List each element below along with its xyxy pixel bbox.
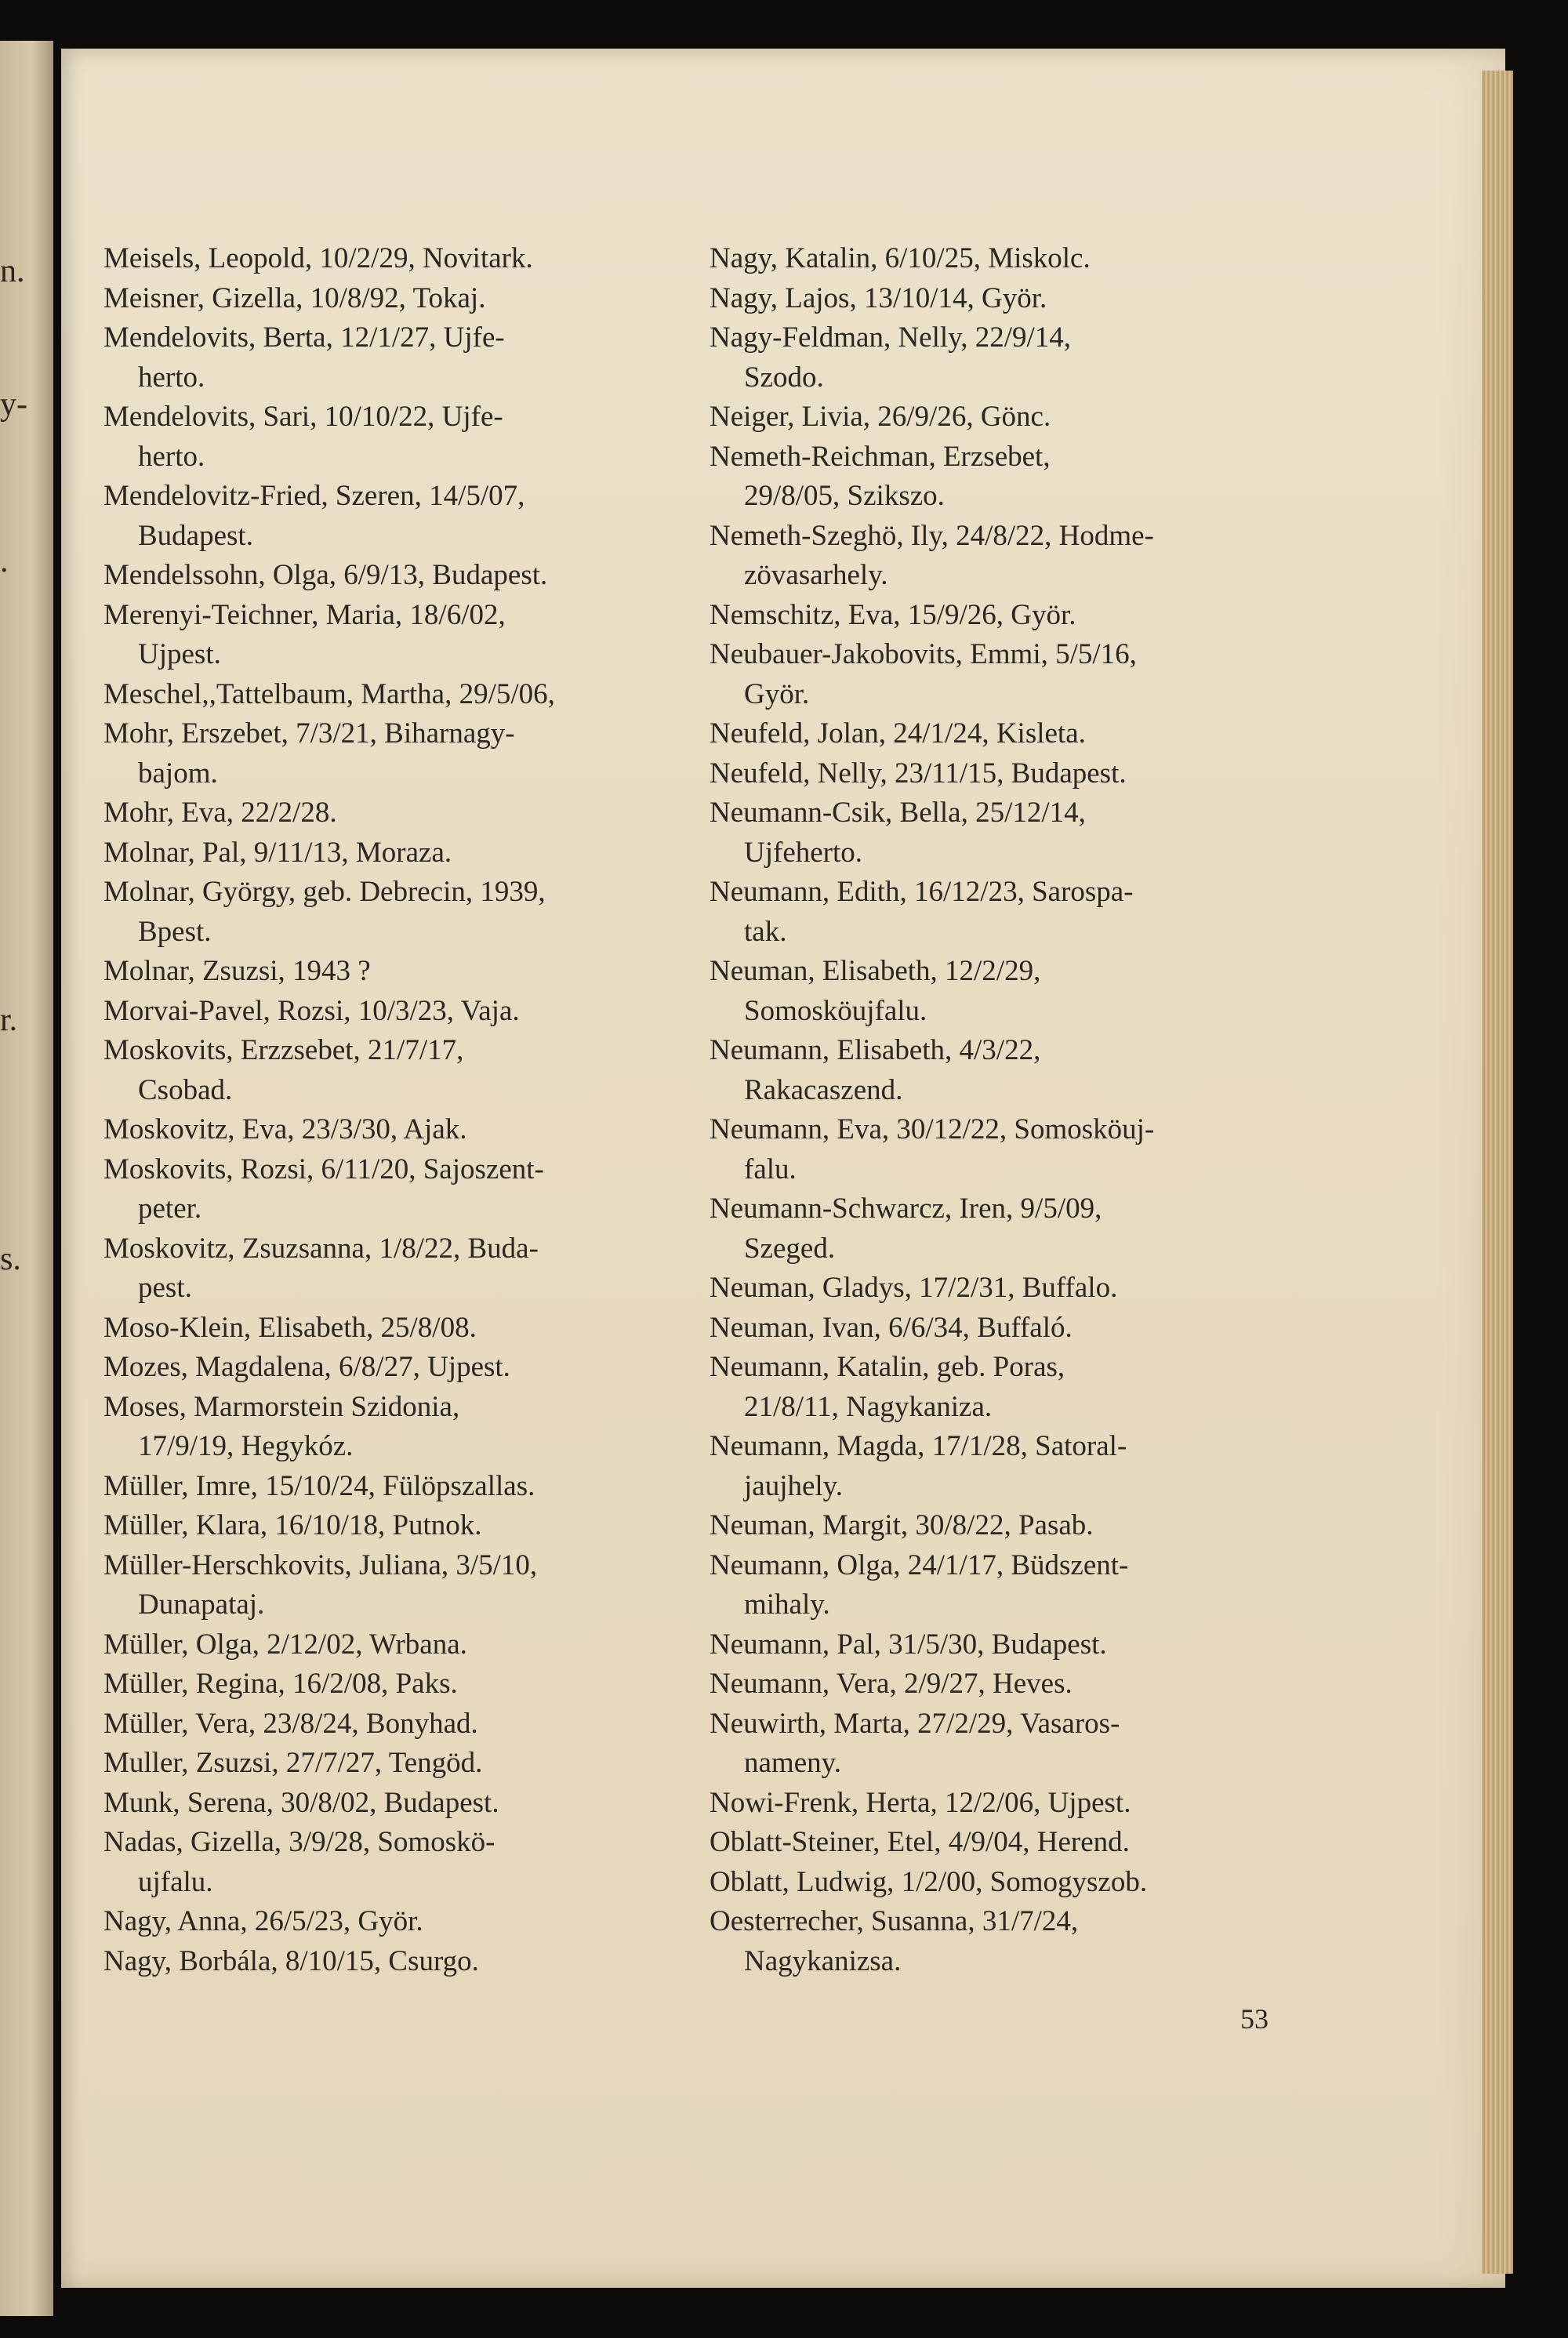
entry-line: Mendelssohn, Olga, 6/9/13, Budapest. xyxy=(103,559,548,591)
entry-line: Nemeth-Szeghö, Ily, 24/8/22, Hodme- xyxy=(710,519,1154,552)
entry-line: Mohr, Eva, 22/2/28. xyxy=(103,797,337,829)
entry-line: Moskovits, Erzzsebet, 21/7/17, xyxy=(103,1034,464,1066)
entry-continuation-line: Budapest. xyxy=(138,519,253,552)
entry-continuation-line: falu. xyxy=(744,1153,797,1185)
directory-entry xyxy=(710,1625,1305,1665)
directory-entry xyxy=(710,1189,1305,1269)
entry-line: Müller, Klara, 16/10/18, Putnok. xyxy=(103,1509,482,1541)
entry-line: Mozes, Magdalena, 6/8/27, Ujpest. xyxy=(103,1351,510,1383)
entry-continuation-line: Szeged. xyxy=(744,1232,836,1265)
directory-entry xyxy=(103,398,699,477)
entry-line: Neuwirth, Marta, 27/2/29, Vasaros- xyxy=(710,1707,1120,1740)
directory-entry xyxy=(710,279,1305,319)
entry-line: Molnar, Pal, 9/11/13, Moraza. xyxy=(103,836,452,869)
directory-entry xyxy=(103,1665,699,1704)
entry-line: Neuman, Gladys, 17/2/31, Buffalo. xyxy=(710,1272,1118,1304)
entry-continuation-line: Györ. xyxy=(744,677,810,710)
entry-continuation-line: nameny. xyxy=(744,1747,841,1779)
directory-entry xyxy=(103,833,699,873)
directory-entry xyxy=(103,1229,699,1309)
entry-line: Moso-Klein, Elisabeth, 25/8/08. xyxy=(103,1311,477,1344)
directory-entry xyxy=(710,1309,1305,1349)
entry-line: Molnar, György, geb. Debrecin, 1939, xyxy=(103,876,546,908)
entry-line: Mendelovits, Sari, 10/10/22, Ujfe- xyxy=(103,401,503,433)
directory-entry xyxy=(710,1902,1305,1981)
directory-entry xyxy=(710,1704,1305,1784)
directory-entry xyxy=(710,1823,1305,1863)
directory-entry xyxy=(103,1388,699,1467)
entry-continuation-line: ujfalu. xyxy=(138,1865,213,1898)
directory-entry xyxy=(103,556,699,596)
entry-continuation-line: Ujfeherto. xyxy=(744,836,863,869)
directory-entry xyxy=(103,1546,699,1625)
page-number: 53 xyxy=(1240,2003,1269,2035)
directory-entry xyxy=(710,1110,1305,1189)
entry-continuation-line: Ujpest. xyxy=(138,638,221,670)
entry-line: Müller-Herschkovits, Juliana, 3/5/10, xyxy=(103,1548,538,1581)
directory-entry xyxy=(710,952,1305,1031)
entry-continuation-line: mihaly. xyxy=(744,1588,830,1621)
entry-line: Nowi-Frenk, Herta, 12/2/06, Ujpest. xyxy=(710,1786,1131,1819)
entry-continuation-line: 21/8/11, Nagykaniza. xyxy=(744,1390,993,1423)
entry-continuation-line: Bpest. xyxy=(138,915,212,948)
entry-line: Molnar, Zsuzsi, 1943 ? xyxy=(103,955,371,987)
directory-entry xyxy=(103,873,699,952)
entry-line: Moses, Marmorstein Szidonia, xyxy=(103,1390,460,1423)
directory-entry xyxy=(710,596,1305,636)
entry-line: Nagy, Borbála, 8/10/15, Csurgo. xyxy=(103,1944,479,1977)
entry-line: Merenyi-Teichner, Maria, 18/6/02, xyxy=(103,598,506,631)
entry-continuation-line: Nagykanizsa. xyxy=(744,1944,902,1977)
left-column xyxy=(103,239,699,1981)
directory-entry xyxy=(103,675,699,715)
entry-line: Oesterrecher, Susanna, 31/7/24, xyxy=(710,1905,1079,1937)
entry-line: Nadas, Gizella, 3/9/28, Somoskö- xyxy=(103,1826,495,1858)
entry-line: Oblatt, Ludwig, 1/2/00, Somogyszob. xyxy=(710,1865,1148,1898)
previous-page-edge xyxy=(0,41,53,2316)
entry-line: Nagy, Katalin, 6/10/25, Miskolc. xyxy=(710,242,1091,274)
entry-continuation-line: peter. xyxy=(138,1193,202,1225)
entry-line: Mohr, Erszebet, 7/3/21, Biharnagy- xyxy=(103,717,515,750)
directory-entry xyxy=(710,517,1305,596)
directory-entry xyxy=(710,1784,1305,1824)
directory-entry xyxy=(103,596,699,675)
right-column xyxy=(710,239,1305,1981)
entry-continuation-line: pest. xyxy=(138,1272,192,1304)
entry-line: Muller, Zsuzsi, 27/7/27, Tengöd. xyxy=(103,1747,483,1779)
entry-continuation-line: Csobad. xyxy=(138,1073,233,1106)
entry-line: Neuman, Elisabeth, 12/2/29, xyxy=(710,955,1041,987)
entry-continuation-line: zövasarhely. xyxy=(744,559,888,591)
previous-page-fragment: r. xyxy=(0,1002,18,1038)
directory-entry xyxy=(103,1704,699,1744)
entry-line: Neuman, Ivan, 6/6/34, Buffaló. xyxy=(710,1311,1073,1344)
entry-continuation-line: Szodo. xyxy=(744,361,824,394)
directory-entry xyxy=(710,714,1305,754)
entry-continuation-line: tak. xyxy=(744,915,787,948)
entry-line: Moskovitz, Zsuzsanna, 1/8/22, Buda- xyxy=(103,1232,539,1265)
entry-line: Neuman, Margit, 30/8/22, Pasab. xyxy=(710,1509,1094,1541)
entry-line: Müller, Imre, 15/10/24, Fülöpszallas. xyxy=(103,1469,535,1502)
entry-line: Nagy-Feldman, Nelly, 22/9/14, xyxy=(710,321,1072,354)
entry-line: Moskovitz, Eva, 23/3/30, Ajak. xyxy=(103,1113,467,1145)
directory-entry xyxy=(710,318,1305,398)
directory-entry xyxy=(710,1863,1305,1903)
entry-continuation-line: Dunapataj. xyxy=(138,1588,265,1621)
directory-entry xyxy=(103,279,699,319)
entry-line: Neumann, Katalin, geb. Poras, xyxy=(710,1351,1065,1383)
entry-line: Nemschitz, Eva, 15/9/26, Györ. xyxy=(710,598,1076,631)
entry-line: Morvai-Pavel, Rozsi, 10/3/23, Vaja. xyxy=(103,994,520,1027)
directory-entry xyxy=(103,714,699,793)
entry-line: Neufeld, Jolan, 24/1/24, Kisleta. xyxy=(710,717,1086,750)
directory-entry xyxy=(710,437,1305,517)
directory-entry xyxy=(103,1784,699,1824)
directory-entry xyxy=(710,1348,1305,1427)
entry-line: Oblatt-Steiner, Etel, 4/9/04, Herend. xyxy=(710,1826,1130,1858)
directory-entry xyxy=(103,1625,699,1665)
directory-entry xyxy=(103,239,699,279)
directory-entry xyxy=(710,635,1305,714)
entry-line: Meisner, Gizella, 10/8/92, Tokaj. xyxy=(103,281,486,314)
entry-line: Neufeld, Nelly, 23/11/15, Budapest. xyxy=(710,757,1127,790)
directory-entry xyxy=(103,477,699,556)
entry-continuation-line: jaujhely. xyxy=(744,1469,844,1502)
entry-continuation-line: bajom. xyxy=(138,757,218,790)
previous-page-fragment: y- xyxy=(0,387,27,423)
directory-entry xyxy=(710,873,1305,952)
directory-entry xyxy=(710,239,1305,279)
directory-entry xyxy=(103,1744,699,1784)
directory-entry xyxy=(103,1467,699,1507)
directory-entry xyxy=(103,952,699,992)
previous-page-fragment: n. xyxy=(0,253,25,289)
entry-continuation-line: herto. xyxy=(138,361,205,394)
directory-entry xyxy=(710,754,1305,794)
directory-entry xyxy=(710,1031,1305,1110)
directory-entry xyxy=(103,1031,699,1110)
directory-entry xyxy=(710,793,1305,873)
entry-line: Meschel,,Tattelbaum, Martha, 29/5/06, xyxy=(103,677,555,710)
entry-continuation-line: 17/9/19, Hegykóz. xyxy=(138,1430,354,1462)
entry-line: Neiger, Livia, 26/9/26, Gönc. xyxy=(710,401,1051,433)
entry-line: Moskovits, Rozsi, 6/11/20, Sajoszent- xyxy=(103,1153,544,1185)
directory-entry xyxy=(710,1665,1305,1704)
entry-line: Nemeth-Reichman, Erzsebet, xyxy=(710,440,1051,473)
directory-entry xyxy=(710,398,1305,437)
entry-continuation-line: Somosköujfalu. xyxy=(744,994,927,1027)
entry-line: Neumann, Edith, 16/12/23, Sarospa- xyxy=(710,876,1134,908)
directory-entry xyxy=(710,1506,1305,1546)
entry-line: Neumann, Magda, 17/1/28, Satoral- xyxy=(710,1430,1127,1462)
directory-entry xyxy=(710,1546,1305,1625)
entry-line: Neumann, Eva, 30/12/22, Somosköuj- xyxy=(710,1113,1155,1145)
entry-line: Neumann, Vera, 2/9/27, Heves. xyxy=(710,1668,1073,1700)
previous-page-fragment: s. xyxy=(0,1241,21,1277)
page-stack-edge xyxy=(1482,71,1513,2274)
entry-line: Mendelovits, Berta, 12/1/27, Ujfe- xyxy=(103,321,505,354)
entry-line: Müller, Regina, 16/2/08, Paks. xyxy=(103,1668,458,1700)
entry-line: Neumann-Schwarcz, Iren, 9/5/09, xyxy=(710,1193,1102,1225)
directory-entry xyxy=(710,1427,1305,1506)
directory-entry xyxy=(103,793,699,833)
entry-continuation-line: Rakacaszend. xyxy=(744,1073,903,1106)
directory-entry xyxy=(103,1348,699,1388)
previous-page-fragment: . xyxy=(0,543,9,579)
entry-continuation-line: herto. xyxy=(138,440,205,473)
entry-line: Nagy, Lajos, 13/10/14, Györ. xyxy=(710,281,1047,314)
entry-continuation-line: 29/8/05, Szikszo. xyxy=(744,480,945,512)
entry-line: Mendelovitz-Fried, Szeren, 14/5/07, xyxy=(103,480,525,512)
entry-line: Nagy, Anna, 26/5/23, Györ. xyxy=(103,1905,423,1937)
entry-line: Meisels, Leopold, 10/2/29, Novitark. xyxy=(103,242,533,274)
entry-line: Neumann-Csik, Bella, 25/12/14, xyxy=(710,797,1086,829)
directory-entry xyxy=(103,318,699,398)
directory-entry xyxy=(103,992,699,1032)
directory-entry xyxy=(103,1309,699,1349)
directory-entry xyxy=(103,1110,699,1150)
directory-entry xyxy=(103,1902,699,1942)
entry-line: Neumann, Olga, 24/1/17, Büdszent- xyxy=(710,1548,1129,1581)
directory-entry xyxy=(103,1823,699,1902)
entry-line: Munk, Serena, 30/8/02, Budapest. xyxy=(103,1786,499,1819)
directory-entry xyxy=(103,1150,699,1229)
entry-line: Müller, Vera, 23/8/24, Bonyhad. xyxy=(103,1707,478,1740)
directory-entry xyxy=(710,1269,1305,1309)
directory-entry xyxy=(103,1942,699,1982)
entry-line: Neumann, Pal, 31/5/30, Budapest. xyxy=(710,1628,1107,1661)
entry-line: Neumann, Elisabeth, 4/3/22, xyxy=(710,1034,1041,1066)
entry-line: Müller, Olga, 2/12/02, Wrbana. xyxy=(103,1628,467,1661)
entry-line: Neubauer-Jakobovits, Emmi, 5/5/16, xyxy=(710,638,1137,670)
directory-entry xyxy=(103,1506,699,1546)
